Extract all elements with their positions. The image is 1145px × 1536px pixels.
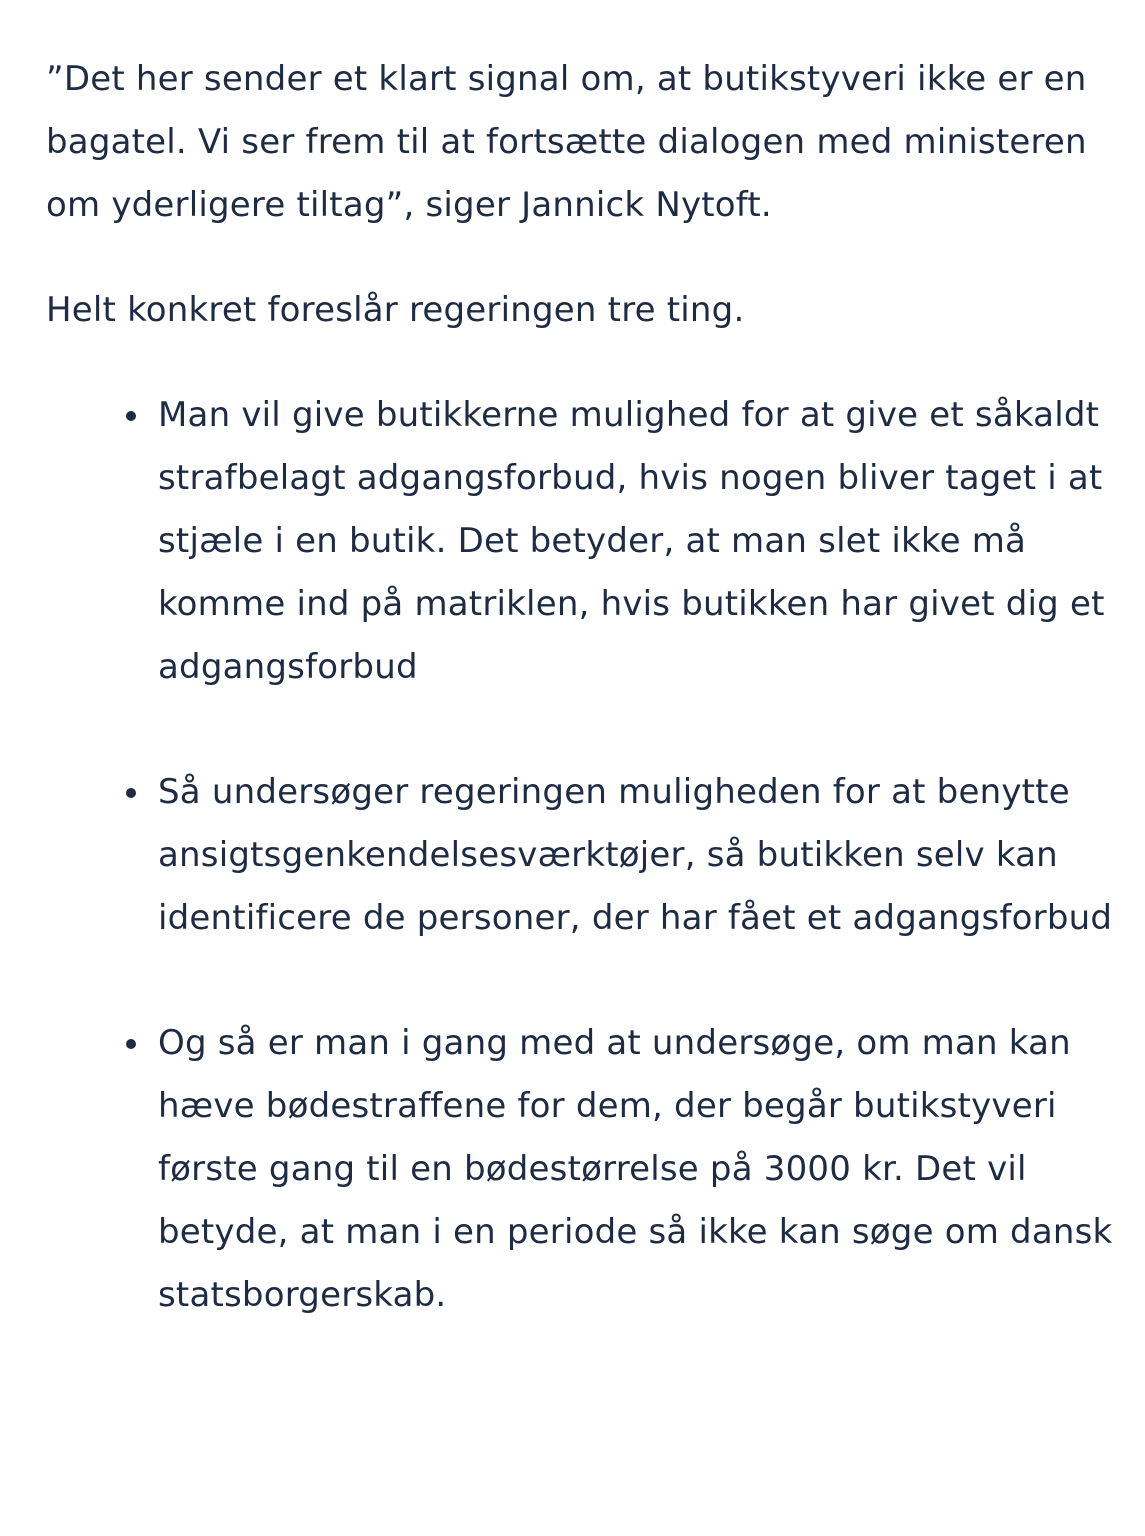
bullet-icon [126,411,136,421]
list-item-text: Man vil give butikkerne mulighed for at give et såkaldt strafbelagt adgangsforbud, hvis nogen bliver taget i at stjæle i en butik. Det betyder, at man slet ikke må komme ind på matriklen, hvis butikken har givet dig et adgangsforbud [158,395,1105,687]
bullet-icon [126,1039,136,1049]
bullet-icon [126,788,136,798]
list-item-text: Så undersøger regeringen muligheden for at benytte ansigtsgenkendelsesværktøjer, så butikken selv kan identificere de personer, der har fået et adgangsforbud [158,772,1113,938]
article-body [46,48,1126,1389]
intro-paragraph: Helt konkret foreslår regeringen tre ting. [46,290,745,330]
list-item [46,1012,1126,1327]
proposal-list [46,384,1126,1327]
quote-paragraph: ”Det her sender et klart signal om, at butikstyveri ikke er en bagatel. Vi ser frem til at fortsætte dialogen med ministeren om yderligere tiltag”, siger Jannick Nytoft. [46,59,1087,225]
list-item [46,384,1126,699]
list-item [46,761,1126,950]
list-item-text: Og så er man i gang med at undersøge, om man kan hæve bødestraffene for dem, der begår butikstyveri første gang til en bødestørrelse på 3000 kr. Det vil betyde, at man i en periode så ikke kan søge om dansk statsborgerskab. [158,1023,1113,1315]
